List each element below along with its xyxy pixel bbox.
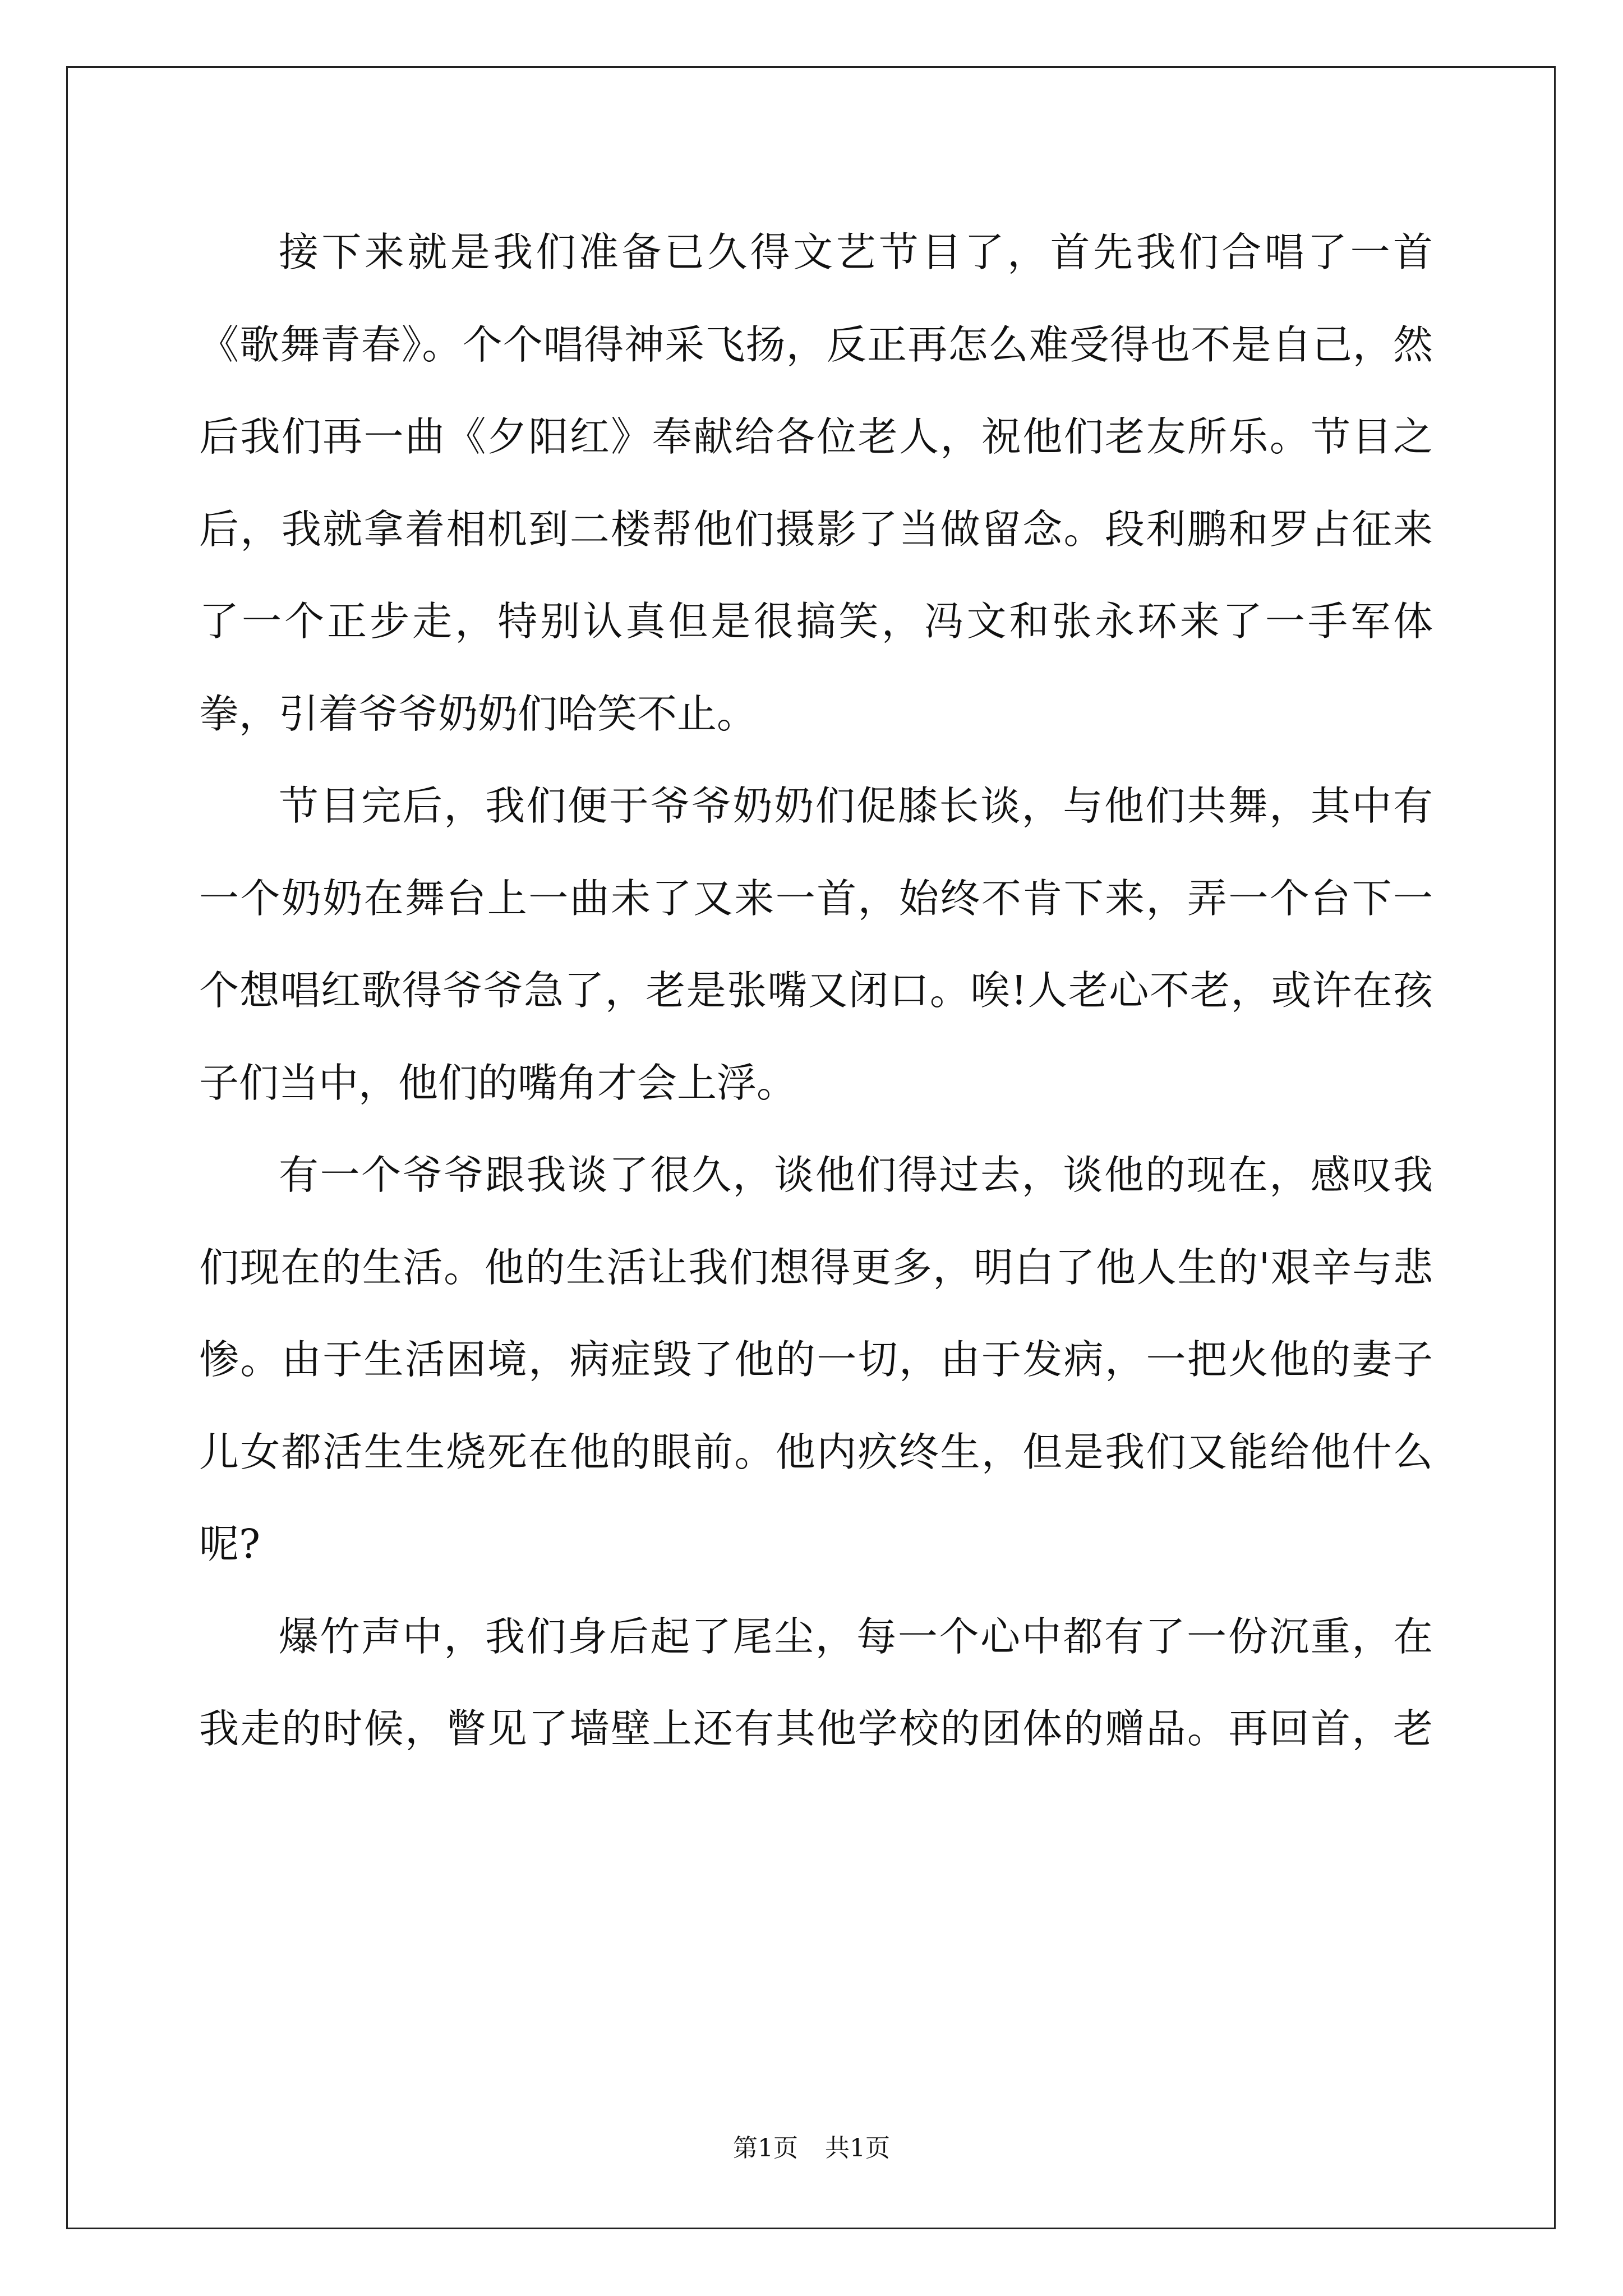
paragraph-4: 爆竹声中，我们身后起了尾尘，每一个心中都有了一份沉重，在我走的时候，瞥见了墙壁上还有其他学校的团体的赠品。再回首，老	[199, 1613, 1433, 1752]
page-number: 第1页	[733, 2134, 798, 2162]
page-total: 共1页	[825, 2134, 890, 2162]
paragraph-3: 有一个爷爷跟我谈了很久，谈他们得过去，谈他的现在，感叹我们现在的生活。他的生活让我们想得更多，明白了他人生的'艰辛与悲惨。由于生活困境，病症毁了他的一切，由于发病，一把火他的妻子儿女都活生生烧死在他的眼前。他内疚终生，但是我们又能给他什么呢?	[199, 1152, 1433, 1567]
paragraph-2: 节目完后，我们便于爷爷奶奶们促膝长谈，与他们共舞，其中有一个奶奶在舞台上一曲未了又来一首，始终不肯下来，弄一个台下一个想唱红歌得爷爷急了，老是张嘴又闭口。唉!人老心不老，或许在孩子们当中，他们的嘴角才会上浮。	[199, 783, 1433, 1106]
document-body	[199, 206, 1433, 1775]
page-footer	[0, 2132, 1623, 2165]
paragraph-1: 接下来就是我们准备已久得文艺节目了，首先我们合唱了一首《歌舞青春》。个个唱得神采飞扬，反正再怎么难受得也不是自己，然后我们再一曲《夕阳红》奉献给各位老人，祝他们老友所乐。节目之后，我就拿着相机到二楼帮他们摄影了当做留念。段利鹏和罗占征来了一个正步走，特别认真但是很搞笑，冯文和张永环来了一手军体拳，引着爷爷奶奶们哈笑不止。	[199, 229, 1433, 737]
